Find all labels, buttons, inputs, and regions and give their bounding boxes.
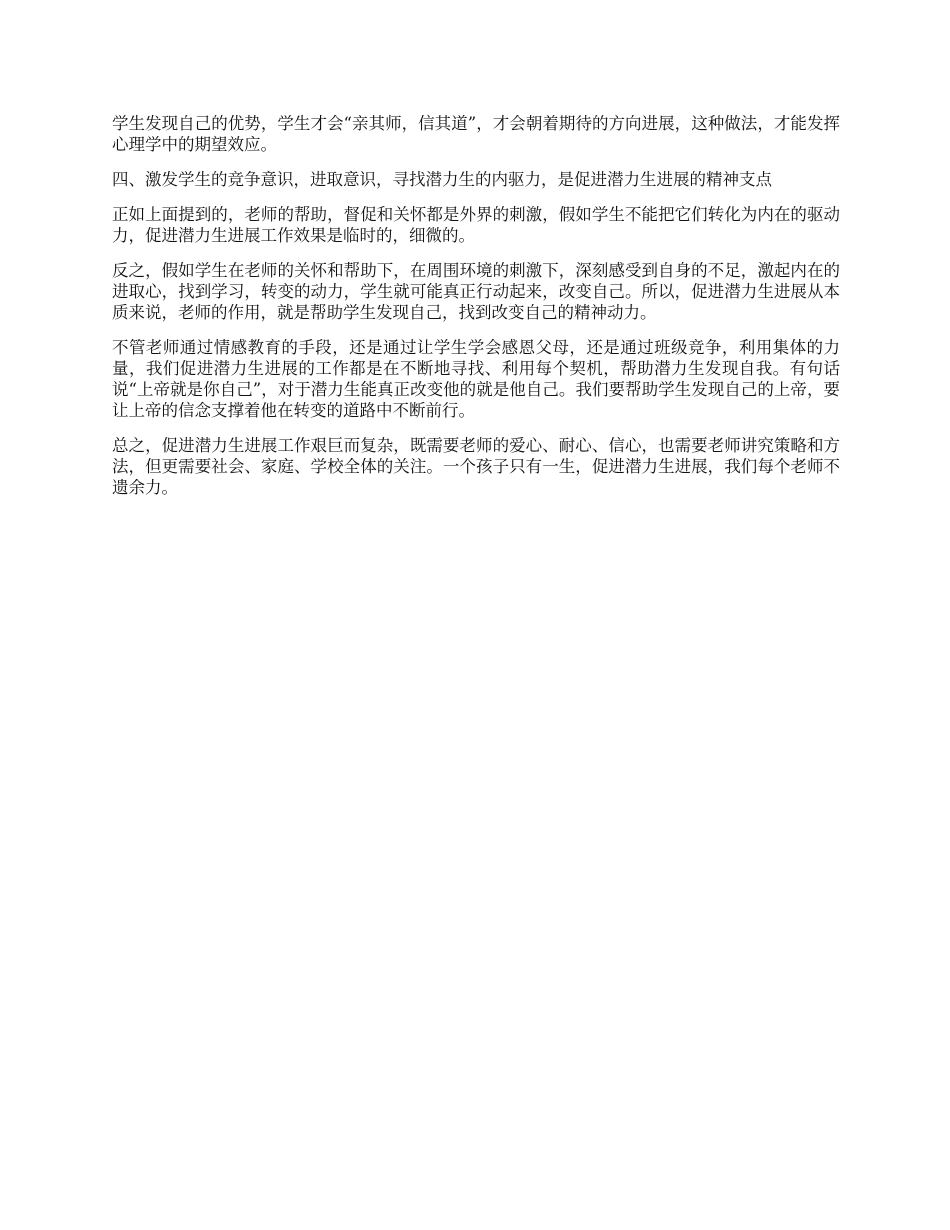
document-body <box>112 113 840 512</box>
paragraph-expectation-effect: 学生发现自己的优势，学生才会“亲其师，信其道”，才会朝着期待的方向进展，这种做法，才能发挥心理学中的期望效应。 <box>112 114 840 154</box>
paragraph-inner-motivation: 反之，假如学生在老师的关怀和帮助下，在周围环境的刺激下，深刻感受到自身的不足，激起内在的进取心，找到学习，转变的动力，学生就可能真正行动起来，改变自己。所以，促进潜力生进展从本质来说，老师的作用，就是帮助学生发现自己，找到改变自己的精神动力。 <box>112 261 840 322</box>
paragraph-conclusion: 总之，促进潜力生进展工作艰巨而复杂，既需要老师的爱心、耐心、信心，也需要老师讲究策略和方法，但更需要社会、家庭、学校全体的关注。一个孩子只有一生，促进潜力生进展，我们每个老师不遗余力。 <box>112 436 840 497</box>
paragraph-external-stimulus: 正如上面提到的，老师的帮助，督促和关怀都是外界的刺激，假如学生不能把它们转化为内在的驱动力，促进潜力生进展工作效果是临时的，细微的。 <box>112 205 840 245</box>
paragraph-self-discovery: 不管老师通过情感教育的手段，还是通过让学生学会感恩父母，还是通过班级竞争，利用集体的力量，我们促进潜力生进展的工作都是在不断地寻找、利用每个契机，帮助潜力生发现自我。有句话说“上帝就是你自己”，对于潜力生能真正改变他的就是他自己。我们要帮助学生发现自己的上帝，要让上帝的信念支撑着他在转变的道路中不断前行。 <box>112 338 840 420</box>
section-heading-four: 四、激发学生的竞争意识，进取意识，寻找潜力生的内驱力，是促进潜力生进展的精神支点 <box>112 170 772 189</box>
